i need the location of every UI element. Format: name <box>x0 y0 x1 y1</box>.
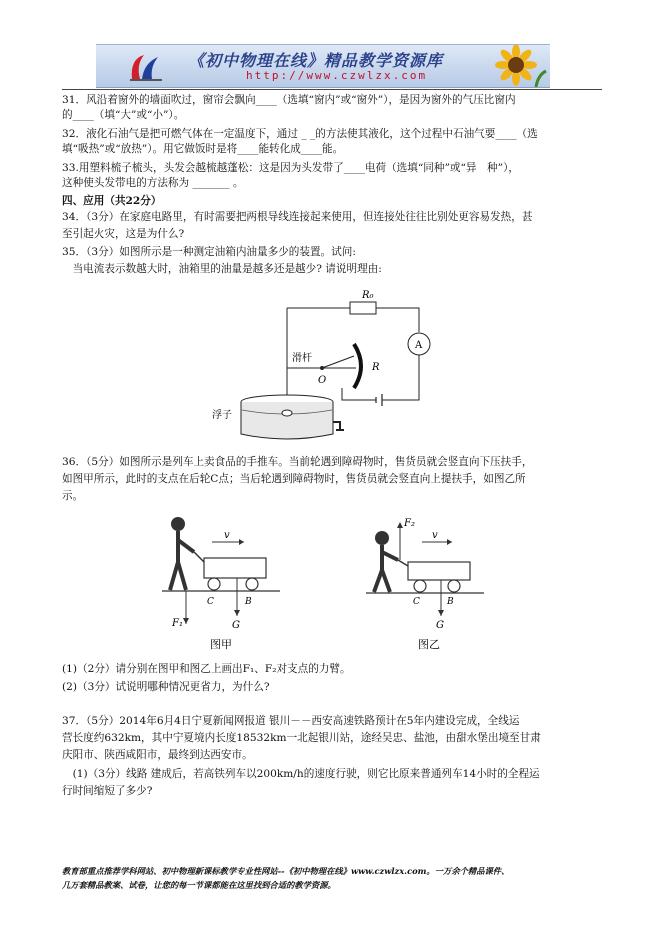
label-lever: 滑杆 <box>292 353 312 364</box>
question-37-line-1: 37．（5分）2014年6月4日宁夏新闻网报道 银川－－西安高速铁路预计在5年内建设完成，全线运 <box>62 715 520 727</box>
footer-line-1: 教育部重点推荐学科网站、初中物理新课标教学专业性网站--《初中物理在线》www.czwlzx.com。一万余个精品课件、 <box>62 866 510 876</box>
cart-figure-right <box>364 512 486 652</box>
vendor-body <box>170 531 194 590</box>
cart-body <box>204 558 266 578</box>
question-32-line-2: 填“吸热”或“放热”）。用它做饭时是将____能转化成____能。 <box>62 143 344 155</box>
front-wheel-b <box>448 580 460 592</box>
section-heading: 四、应用（共22分） <box>62 195 162 207</box>
oil-gauge-figure <box>212 284 442 446</box>
question-32-line-1: 32．液化石油气是把可燃气体在一定温度下，通过 _ _的方法使其液化，这个过程中石油气要____（选 <box>62 128 538 140</box>
label-c-left: C <box>207 597 214 607</box>
rear-wheel-c <box>208 578 220 590</box>
label-g-right: G <box>436 620 444 631</box>
label-f2: F₂ <box>404 518 415 529</box>
label-g-left: G <box>232 620 240 631</box>
float-icon <box>282 410 292 416</box>
label-o: O <box>318 375 327 386</box>
label-r0: R₀ <box>362 290 374 301</box>
cart-figure-left <box>160 512 282 652</box>
velocity-arrow <box>447 539 452 545</box>
footer-line-2: 几万套精品教案、试卷，让您的每一节课都能在这里找到合适的教学资源。 <box>62 880 336 890</box>
oil-tank <box>241 402 333 439</box>
question-31-line-1: 31．风沿着窗外的墙面吹过，窗帘会飘向____（选填“窗内”或“窗外”），是因为窗外的气压比窗内 <box>62 94 516 106</box>
velocity-arrow <box>239 539 244 545</box>
battery-icon <box>376 394 382 406</box>
banner-title: 《初中物理在线》精品教学资源库 <box>188 51 444 70</box>
label-v-right: v <box>432 530 438 541</box>
vendor-body <box>374 545 398 592</box>
label-b-left: B <box>245 597 252 607</box>
sunflower-icon <box>486 45 548 87</box>
resistor-r0 <box>350 302 376 314</box>
site-logo-icon <box>126 49 166 85</box>
force-arrow-f2 <box>397 522 403 528</box>
rear-wheel-c <box>414 580 426 592</box>
cart-handle <box>194 552 204 562</box>
label-float: 浮子 <box>212 410 232 421</box>
question-37-line-2: 营长度约632km，其中宁夏境内长度18532km一北起银川站，途经吴忠、盐池，由甜水堡出境至甘肃 <box>62 732 541 744</box>
label-v-left: v <box>224 530 230 541</box>
question-31-line-2: 的____（填“大”或“小”）。 <box>62 109 185 121</box>
question-35-line-1: 35．（3分）如图所示是一种测定油箱内油量多少的装置。试问: <box>62 246 356 258</box>
vendor-head <box>375 531 389 545</box>
header-rule <box>62 89 602 90</box>
gravity-arrow <box>234 610 240 616</box>
slide-resistor-r <box>354 344 361 388</box>
question-36-line-1: 36．（5分）如图所示是列车上卖食品的手推车。当前轮遇到障碍物时，售货员就会竖直向下压扶手， <box>62 456 533 468</box>
label-c-right: C <box>413 597 420 607</box>
banner-url: http://www.czwlzx.com <box>246 69 428 82</box>
question-34-line-2: 至引起火灾，这是为什么? <box>62 228 185 240</box>
question-37-line-3: 庆阳市、陕西咸阳市，最终到达西安市。 <box>62 749 253 761</box>
question-33-line-2: 这种使头发带电的方法称为 _______ 。 <box>62 177 244 189</box>
label-b-right: B <box>447 597 454 607</box>
question-37-line-4: (1)（3分）线路 建成后，若高铁列车以200km/h的速度行驶，则它比原来普通列车14小时的全程运 <box>62 768 540 780</box>
gravity-arrow <box>438 610 444 616</box>
question-36-line-3: 示。 <box>62 490 84 502</box>
question-36-line-2: 如图甲所示，此时的支点在后轮C点；当后轮遇到障碍物时，售货员就会竖直向上提扶手，如图乙所 <box>62 473 526 485</box>
question-33-line-1: 33.用塑料梳子梳头，头发会越梳越蓬松：这是因为头发带了____电荷（选填“同种”或“异 种”）， <box>62 162 519 174</box>
question-36-sub-1: (1)（2分）请分别在图甲和图乙上画出F₁、F₂对支点的力臂。 <box>62 663 351 675</box>
question-37-line-5: 行时间缩短了多少? <box>62 785 153 797</box>
question-36-sub-2: (2)（3分）试说明哪种情况更省力，为什么? <box>62 681 270 693</box>
force-arrow-f1 <box>183 618 189 624</box>
caption-jia: 图甲 <box>210 638 232 651</box>
label-f1: F₁ <box>172 618 183 629</box>
cart-body <box>408 562 470 580</box>
question-35-line-2: 当电流表示数越大时，油箱里的油量是越多还是越少? 请说明理由: <box>62 263 382 275</box>
header-banner <box>96 44 550 88</box>
label-r: R <box>372 362 380 373</box>
front-wheel-b <box>246 578 258 590</box>
label-ammeter: A <box>415 340 423 351</box>
caption-yi: 图乙 <box>418 638 440 651</box>
vendor-head <box>171 517 185 531</box>
tap-icon <box>333 422 344 430</box>
question-34-line-1: 34．（3分）在家庭电路里，有时需要把两根导线连接起来使用，但连接处往往比别处更容易发热，甚 <box>62 211 533 223</box>
cart-handle <box>398 560 408 566</box>
